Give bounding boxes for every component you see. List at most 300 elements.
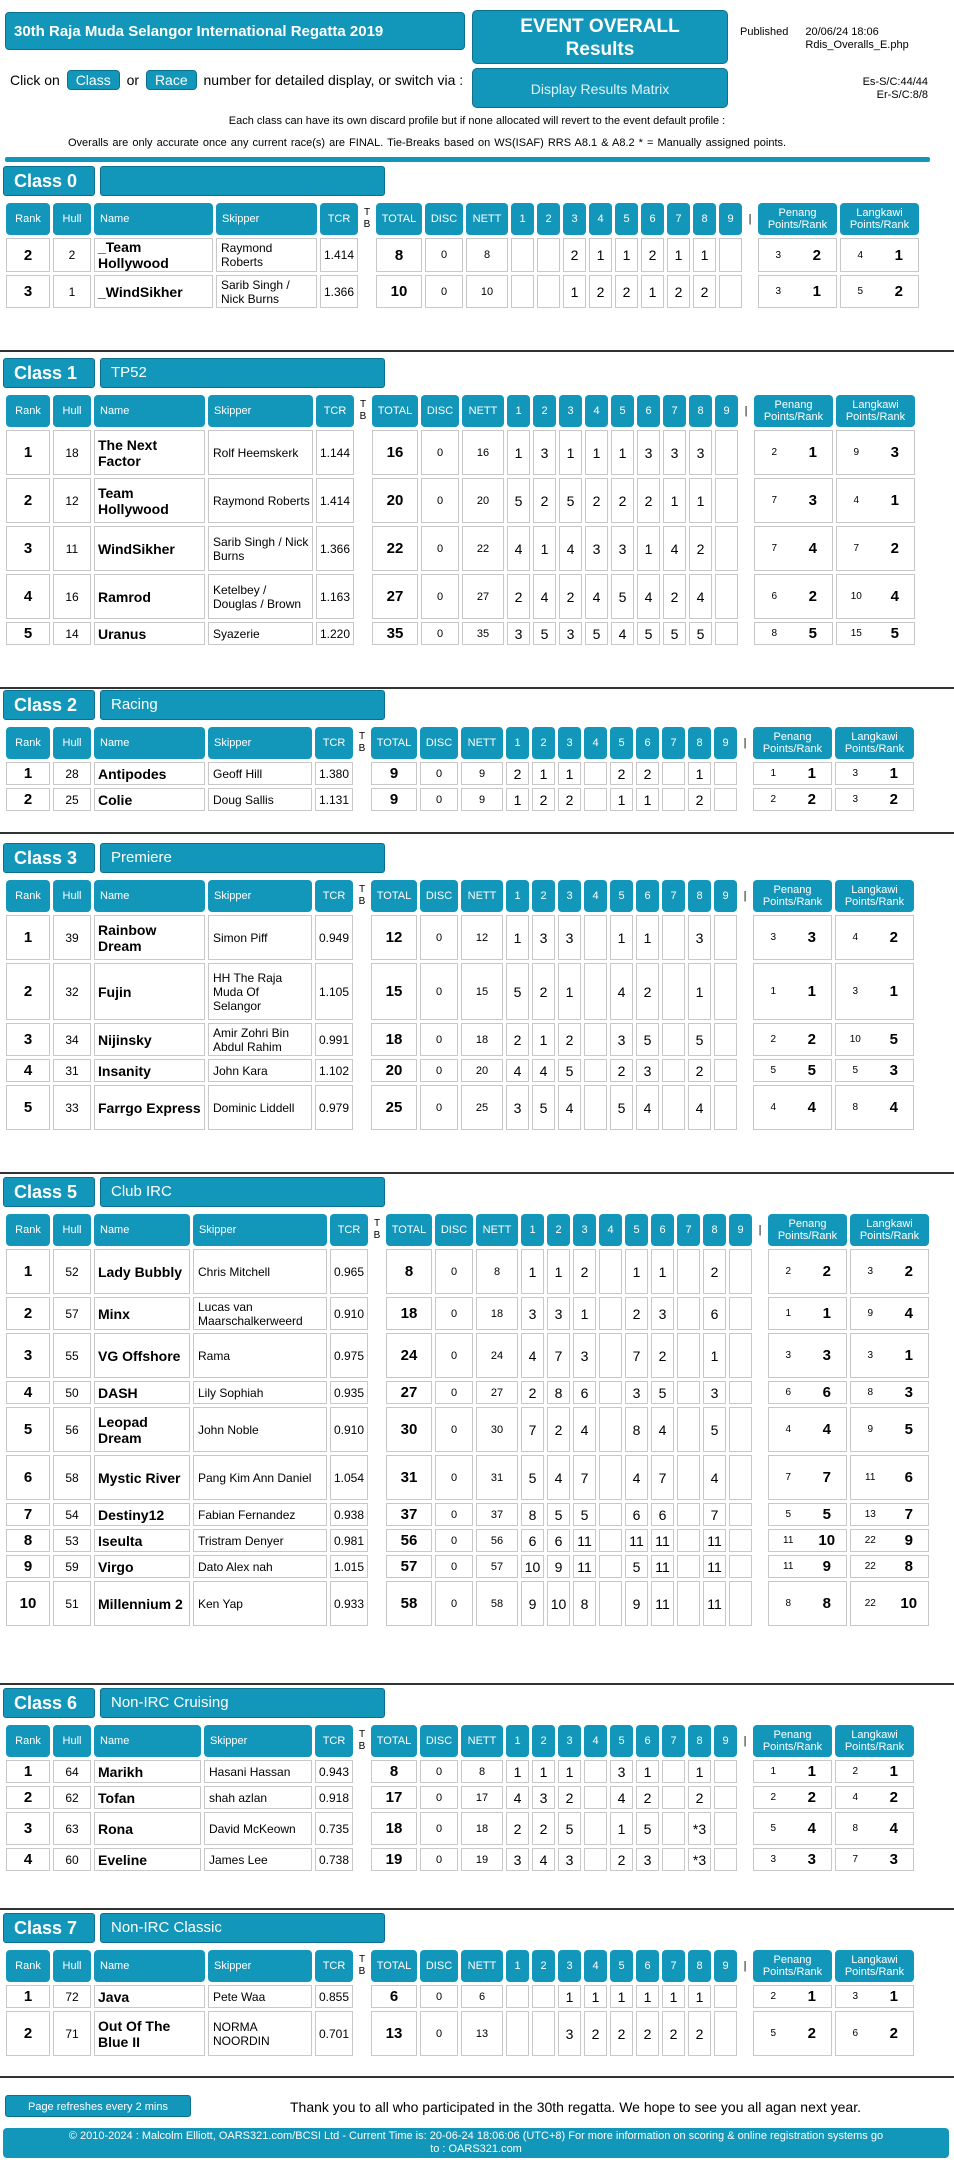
race-header-4[interactable]: 4 <box>585 395 608 427</box>
cell-hull: 71 <box>53 2011 91 2056</box>
cell-race-8: 2 <box>693 275 716 308</box>
race-header-9[interactable]: 9 <box>719 203 742 235</box>
table-header-row <box>6 203 919 235</box>
cell-race-9 <box>714 1786 737 1809</box>
race-header-9[interactable]: 9 <box>714 1725 737 1757</box>
race-header-3[interactable]: 3 <box>558 1950 581 1982</box>
penang-rank: 10 <box>818 1532 836 1549</box>
cell-race-9 <box>729 1407 752 1452</box>
cell-nett: 13 <box>461 2011 503 2056</box>
copyright-line2: to : OARS321.com <box>430 2143 522 2155</box>
cell-hull: 60 <box>53 1848 91 1871</box>
cell-boat-name: Insanity <box>94 1059 205 1082</box>
race-header-7[interactable]: 7 <box>663 395 686 427</box>
tiebreak-note: Overalls are only accurate once any current race(s) are FINAL. Tie-Breaks based on WS(ISAF) RRS A8.1 & A8.2 * = Manually assigned points. <box>68 137 787 149</box>
cell-tiebreak <box>356 1812 368 1845</box>
langkawi-rank: 5 <box>904 1421 913 1438</box>
race-header-4[interactable]: 4 <box>599 1214 622 1246</box>
cell-race-7 <box>662 762 685 785</box>
race-header-3[interactable]: 3 <box>563 203 586 235</box>
race-header-6[interactable]: 6 <box>636 727 659 759</box>
col-hull: Hull <box>53 727 91 759</box>
cell-skipper: John Kara <box>208 1059 312 1082</box>
cell-race-2 <box>532 1985 555 2008</box>
cell-race-7: 3 <box>663 430 686 475</box>
col-nett: NETT <box>461 727 503 759</box>
penang-points: 11 <box>783 1561 794 1572</box>
race-header-9[interactable]: 9 <box>714 1950 737 1982</box>
cell-hull: 59 <box>53 1555 91 1578</box>
table-row <box>6 275 919 308</box>
langkawi-rank: 1 <box>894 246 903 264</box>
section-divider <box>0 1908 954 1910</box>
race-header-1[interactable]: 1 <box>506 1950 529 1982</box>
race-header-9[interactable]: 9 <box>715 395 738 427</box>
col-separator: | <box>748 213 752 225</box>
penang-rank: 1 <box>812 283 821 300</box>
race-header-7[interactable]: 7 <box>677 1214 700 1246</box>
cell-hull: 39 <box>53 915 91 960</box>
col-penang <box>758 203 837 235</box>
cell-race-4: 1 <box>589 238 612 272</box>
cell-boat-name: Antipodes <box>94 762 205 785</box>
race-header-4[interactable]: 4 <box>584 880 607 912</box>
col-rank: Rank <box>6 727 50 759</box>
penang-rank: 1 <box>822 1305 831 1322</box>
race-header-7[interactable]: 7 <box>662 727 685 759</box>
race-header-1[interactable]: 1 <box>511 203 534 235</box>
cell-tiebreak <box>371 1297 383 1330</box>
cell-skipper: Ken Yap <box>193 1581 327 1626</box>
cell-race-3: 3 <box>558 915 581 960</box>
penang-points: 6 <box>771 591 778 602</box>
section-divider <box>0 2076 954 2078</box>
langkawi-rank: 6 <box>904 1469 913 1486</box>
cell-race-2 <box>532 2011 555 2056</box>
race-header-1[interactable]: 1 <box>521 1214 544 1246</box>
penang-points: 4 <box>785 1424 792 1435</box>
cell-skipper: Fabian Fernandez <box>193 1503 327 1526</box>
race-header-5[interactable]: 5 <box>611 395 634 427</box>
race-header-6[interactable]: 6 <box>636 1725 659 1757</box>
race-header-8[interactable]: 8 <box>689 395 712 427</box>
race-header-1[interactable]: 1 <box>506 880 529 912</box>
cell-langkawi <box>850 1333 929 1378</box>
cell-race-9 <box>714 963 737 1020</box>
cell-tcr: 0.949 <box>315 915 353 960</box>
race-header-7[interactable]: 7 <box>667 203 690 235</box>
class-label-button[interactable]: Class 6 <box>3 1688 95 1718</box>
penang-points: 8 <box>771 628 778 639</box>
table-row <box>6 1581 929 1626</box>
race-header-8[interactable]: 8 <box>688 727 711 759</box>
cell-race-7: 2 <box>663 574 686 619</box>
race-header-6[interactable]: 6 <box>636 880 659 912</box>
col-tiebreak <box>357 395 369 427</box>
cell-boat-name: Millennium 2 <box>94 1581 190 1626</box>
race-header-5[interactable]: 5 <box>610 727 633 759</box>
race-header-2[interactable]: 2 <box>532 1950 555 1982</box>
race-header-2[interactable]: 2 <box>547 1214 570 1246</box>
cell-tiebreak <box>357 622 369 645</box>
cell-penang <box>753 1059 832 1082</box>
langkawi-rank: 1 <box>889 1988 898 2005</box>
col-separator: | <box>743 890 747 902</box>
langkawi-rank: 3 <box>889 1851 898 1868</box>
race-header-1[interactable]: 1 <box>506 727 529 759</box>
race-header-3[interactable]: 3 <box>558 880 581 912</box>
class-switch-button[interactable]: Class <box>67 70 120 90</box>
cell-race-9 <box>729 1581 752 1626</box>
penang-points: 3 <box>770 932 777 943</box>
penang-rank: 1 <box>808 444 817 461</box>
cell-separator <box>755 1249 765 1294</box>
cell-race-1: 6 <box>521 1529 544 1552</box>
cell-race-4 <box>584 1760 607 1783</box>
tiebreak-t: T <box>363 207 371 218</box>
col-nett: NETT <box>461 1950 503 1982</box>
col-separator: | <box>743 1735 747 1747</box>
cell-tcr: 0.735 <box>315 1812 353 1845</box>
cell-race-1: 1 <box>507 430 530 475</box>
cell-tcr: 1.015 <box>330 1555 368 1578</box>
race-header-2[interactable]: 2 <box>537 203 560 235</box>
cell-rank: 5 <box>6 1407 50 1452</box>
cell-penang <box>754 574 833 619</box>
race-header-8[interactable]: 8 <box>688 1950 711 1982</box>
col-rank: Rank <box>6 1214 50 1246</box>
cell-race-4: 1 <box>584 1985 607 2008</box>
cell-disc: 0 <box>435 1381 473 1404</box>
langkawi-points: 22 <box>864 1535 876 1546</box>
langkawi-rank: 3 <box>889 1062 898 1079</box>
langkawi-rank: 4 <box>904 1305 913 1322</box>
tiebreak-b: B <box>358 743 366 754</box>
race-header-5[interactable]: 5 <box>610 880 633 912</box>
cell-hull: 52 <box>53 1249 91 1294</box>
cell-nett: 31 <box>476 1455 518 1500</box>
cell-rank: 1 <box>6 430 50 475</box>
col-penang <box>753 1950 832 1982</box>
langkawi-points: 7 <box>852 1854 859 1865</box>
cell-race-4 <box>584 788 607 811</box>
langkawi-points: 6 <box>852 2028 859 2039</box>
race-header-9[interactable]: 9 <box>729 1214 752 1246</box>
class-label-button[interactable]: Class 2 <box>3 690 95 720</box>
cell-race-5: 11 <box>625 1529 648 1552</box>
penang-label: Penang <box>773 1729 812 1741</box>
cell-disc: 0 <box>435 1297 473 1330</box>
cell-penang <box>758 275 837 308</box>
tiebreak-t: T <box>373 1218 381 1229</box>
race-header-3[interactable]: 3 <box>558 727 581 759</box>
race-header-5[interactable]: 5 <box>610 1950 633 1982</box>
langkawi-rank: 2 <box>889 929 898 946</box>
cell-langkawi <box>835 762 914 785</box>
race-header-4[interactable]: 4 <box>589 203 612 235</box>
cell-skipper: Pang Kim Ann Daniel <box>193 1455 327 1500</box>
langkawi-rank: 2 <box>889 791 898 808</box>
cell-tiebreak <box>356 788 368 811</box>
cell-race-3: 3 <box>558 1848 581 1871</box>
cell-hull: 62 <box>53 1786 91 1809</box>
cell-separator <box>755 1555 765 1578</box>
cell-penang <box>768 1381 847 1404</box>
penang-points: 8 <box>785 1598 792 1609</box>
or-text: or <box>126 72 140 88</box>
race-header-4[interactable]: 4 <box>584 727 607 759</box>
cell-total: 22 <box>372 526 418 571</box>
section-divider <box>0 832 954 834</box>
race-header-5[interactable]: 5 <box>625 1214 648 1246</box>
table-row <box>6 238 919 272</box>
cell-disc: 0 <box>420 1023 458 1056</box>
cell-race-5: 2 <box>610 2011 633 2056</box>
cell-tcr: 0.981 <box>330 1529 368 1552</box>
col-langkawi <box>835 1950 914 1982</box>
cell-race-5: 2 <box>625 1297 648 1330</box>
cell-penang <box>754 526 833 571</box>
langkawi-rank: 4 <box>889 1820 898 1837</box>
cell-separator <box>740 762 750 785</box>
race-header-4[interactable]: 4 <box>584 1950 607 1982</box>
race-header-6[interactable]: 6 <box>637 395 660 427</box>
cell-race-9 <box>715 622 738 645</box>
col-penang <box>753 880 832 912</box>
cell-disc: 0 <box>421 622 459 645</box>
cell-total: 18 <box>371 1812 417 1845</box>
cell-disc: 0 <box>420 1786 458 1809</box>
table-row <box>6 762 914 785</box>
cell-race-8: 5 <box>703 1407 726 1452</box>
race-header-8[interactable]: 8 <box>703 1214 726 1246</box>
cell-tiebreak <box>356 1985 368 2008</box>
cell-tcr: 1.220 <box>316 622 354 645</box>
cell-penang <box>768 1581 847 1626</box>
race-header-2[interactable]: 2 <box>532 1725 555 1757</box>
cell-race-5: 1 <box>610 788 633 811</box>
race-header-5[interactable]: 5 <box>615 203 638 235</box>
penang-points: 7 <box>771 543 778 554</box>
cell-race-1: 4 <box>506 1786 529 1809</box>
section-divider <box>0 687 954 689</box>
cell-hull: 54 <box>53 1503 91 1526</box>
race-header-6[interactable]: 6 <box>651 1214 674 1246</box>
cell-race-9 <box>729 1297 752 1330</box>
cell-race-4: 5 <box>585 622 608 645</box>
cell-race-1: 2 <box>506 762 529 785</box>
cell-race-8: 5 <box>688 1023 711 1056</box>
cell-race-2: 2 <box>533 478 556 523</box>
cell-separator <box>740 963 750 1020</box>
table-row <box>6 1503 929 1526</box>
cell-race-7 <box>677 1333 700 1378</box>
results-table <box>3 1211 932 1629</box>
cell-langkawi <box>835 2011 914 2056</box>
race-header-2[interactable]: 2 <box>532 880 555 912</box>
cell-race-5: 6 <box>625 1503 648 1526</box>
race-header-4[interactable]: 4 <box>584 1725 607 1757</box>
cell-boat-name: Nijinsky <box>94 1023 205 1056</box>
cell-race-1: 2 <box>506 1812 529 1845</box>
penang-rank: 7 <box>822 1469 831 1486</box>
penang-rank: 2 <box>807 791 816 808</box>
race-header-6[interactable]: 6 <box>641 203 664 235</box>
cell-boat-name: Minx <box>94 1297 190 1330</box>
cell-disc: 0 <box>420 1059 458 1082</box>
col-tcr: TCR <box>316 395 354 427</box>
cell-total: 27 <box>386 1381 432 1404</box>
penang-label: Penang <box>774 399 813 411</box>
cell-race-1 <box>506 2011 529 2056</box>
race-header-1[interactable]: 1 <box>507 395 530 427</box>
cell-race-3: 5 <box>573 1503 596 1526</box>
cell-race-6: 2 <box>636 762 659 785</box>
cell-race-1: 3 <box>507 622 530 645</box>
tiebreak-b: B <box>358 1966 366 1977</box>
cell-separator <box>755 1455 765 1500</box>
col-tiebreak <box>356 1725 368 1757</box>
race-header-8[interactable]: 8 <box>688 1725 711 1757</box>
cell-separator <box>740 915 750 960</box>
race-header-2[interactable]: 2 <box>532 727 555 759</box>
cell-tiebreak <box>361 238 373 272</box>
race-header-3[interactable]: 3 <box>559 395 582 427</box>
race-header-7[interactable]: 7 <box>662 880 685 912</box>
cell-hull: 2 <box>53 238 91 272</box>
cell-race-3: 4 <box>573 1407 596 1452</box>
discard-note: Each class can have its own discard profile but if none allocated will revert to the event default profile : <box>228 115 726 127</box>
race-header-6[interactable]: 6 <box>636 1950 659 1982</box>
cell-rank: 4 <box>6 1381 50 1404</box>
cell-race-5: 2 <box>615 275 638 308</box>
cell-tcr: 1.054 <box>330 1455 368 1500</box>
langkawi-rank: 4 <box>889 1099 898 1116</box>
published-label: Published <box>740 26 789 38</box>
race-header-3[interactable]: 3 <box>573 1214 596 1246</box>
langkawi-rank: 4 <box>890 588 899 605</box>
race-header-8[interactable]: 8 <box>693 203 716 235</box>
cell-skipper: NORMA NOORDIN <box>208 2011 312 2056</box>
race-header-2[interactable]: 2 <box>533 395 556 427</box>
cell-tiebreak <box>356 1786 368 1809</box>
col-rank: Rank <box>6 1725 50 1757</box>
cell-race-3: 2 <box>558 1023 581 1056</box>
cell-race-2: 3 <box>547 1297 570 1330</box>
col-tcr: TCR <box>330 1214 368 1246</box>
cell-boat-name: Ramrod <box>94 574 205 619</box>
race-header-7[interactable]: 7 <box>662 1950 685 1982</box>
class-description: Non-IRC Classic <box>100 1913 385 1943</box>
langkawi-rank: 1 <box>889 765 898 782</box>
cell-total: 20 <box>372 478 418 523</box>
class-label-button[interactable]: Class 7 <box>3 1913 95 1943</box>
cell-race-8: 5 <box>689 622 712 645</box>
langkawi-points: 22 <box>864 1561 876 1572</box>
race-header-3[interactable]: 3 <box>558 1725 581 1757</box>
class-label-button[interactable]: Class 0 <box>3 166 95 196</box>
col-nett: NETT <box>476 1214 518 1246</box>
penang-points: 2 <box>770 1991 777 2002</box>
click-suffix: number for detailed display, or switch via : <box>203 72 464 88</box>
cell-race-7: 5 <box>663 622 686 645</box>
cell-separator <box>741 478 751 523</box>
cell-race-2: 2 <box>532 1812 555 1845</box>
cell-nett: 10 <box>466 275 508 308</box>
race-header-9[interactable]: 9 <box>714 727 737 759</box>
race-header-8[interactable]: 8 <box>688 880 711 912</box>
event-overall-title <box>472 10 728 64</box>
published-file: Rdis_Overalls_E.php <box>805 39 909 51</box>
cell-separator <box>740 1085 750 1130</box>
class-label-button[interactable]: Class 5 <box>3 1177 95 1207</box>
cell-rank: 4 <box>6 574 50 619</box>
display-results-matrix-button[interactable]: Display Results Matrix <box>472 68 728 108</box>
cell-race-3: 5 <box>559 478 582 523</box>
cell-tcr: 0.910 <box>330 1297 368 1330</box>
race-switch-button[interactable]: Race <box>146 70 197 90</box>
col-total: TOTAL <box>372 395 418 427</box>
cell-race-3: 8 <box>573 1581 596 1626</box>
cell-separator <box>740 1812 750 1845</box>
class-label-button[interactable]: Class 1 <box>3 358 95 388</box>
cell-race-7: 2 <box>662 2011 685 2056</box>
cell-tcr: 0.943 <box>315 1760 353 1783</box>
cell-rank: 10 <box>6 1581 50 1626</box>
class-label-button[interactable]: Class 3 <box>3 843 95 873</box>
table-row <box>6 430 915 475</box>
cell-separator <box>741 526 751 571</box>
cell-boat-name: Iseulta <box>94 1529 190 1552</box>
penang-points: 5 <box>770 1065 777 1076</box>
cell-race-4 <box>584 762 607 785</box>
cell-separator <box>755 1407 765 1452</box>
cell-race-8: 1 <box>703 1333 726 1378</box>
col-name: Name <box>94 1950 205 1982</box>
cell-tiebreak <box>361 275 373 308</box>
class-description: Premiere <box>100 843 385 873</box>
langkawi-rank: 2 <box>890 540 899 557</box>
col-disc: DISC <box>421 395 459 427</box>
cell-nett: 20 <box>462 478 504 523</box>
cell-race-5: 5 <box>625 1555 648 1578</box>
race-header-5[interactable]: 5 <box>610 1725 633 1757</box>
col-disc: DISC <box>420 1725 458 1757</box>
cell-boat-name: Colie <box>94 788 205 811</box>
cell-tcr: 0.910 <box>330 1407 368 1452</box>
cell-race-4: 2 <box>584 2011 607 2056</box>
langkawi-sub: Points/Rank <box>844 1741 905 1753</box>
langkawi-sub: Points/Rank <box>844 743 905 755</box>
cell-race-5: 3 <box>611 526 634 571</box>
cell-langkawi <box>850 1297 929 1330</box>
results-table <box>3 877 917 1133</box>
col-disc: DISC <box>420 727 458 759</box>
cell-race-9 <box>715 574 738 619</box>
race-header-7[interactable]: 7 <box>662 1725 685 1757</box>
cell-race-9 <box>719 275 742 308</box>
langkawi-sub: Points/Rank <box>845 411 906 423</box>
cell-boat-name: Rainbow Dream <box>94 915 205 960</box>
er-code: Er-S/C:8/8 <box>876 89 928 101</box>
cell-total: 18 <box>371 1023 417 1056</box>
cell-race-5: 2 <box>610 762 633 785</box>
cell-race-5: 3 <box>610 1023 633 1056</box>
cell-tcr: 1.163 <box>316 574 354 619</box>
race-header-1[interactable]: 1 <box>506 1725 529 1757</box>
race-header-9[interactable]: 9 <box>714 880 737 912</box>
col-langkawi <box>835 727 914 759</box>
